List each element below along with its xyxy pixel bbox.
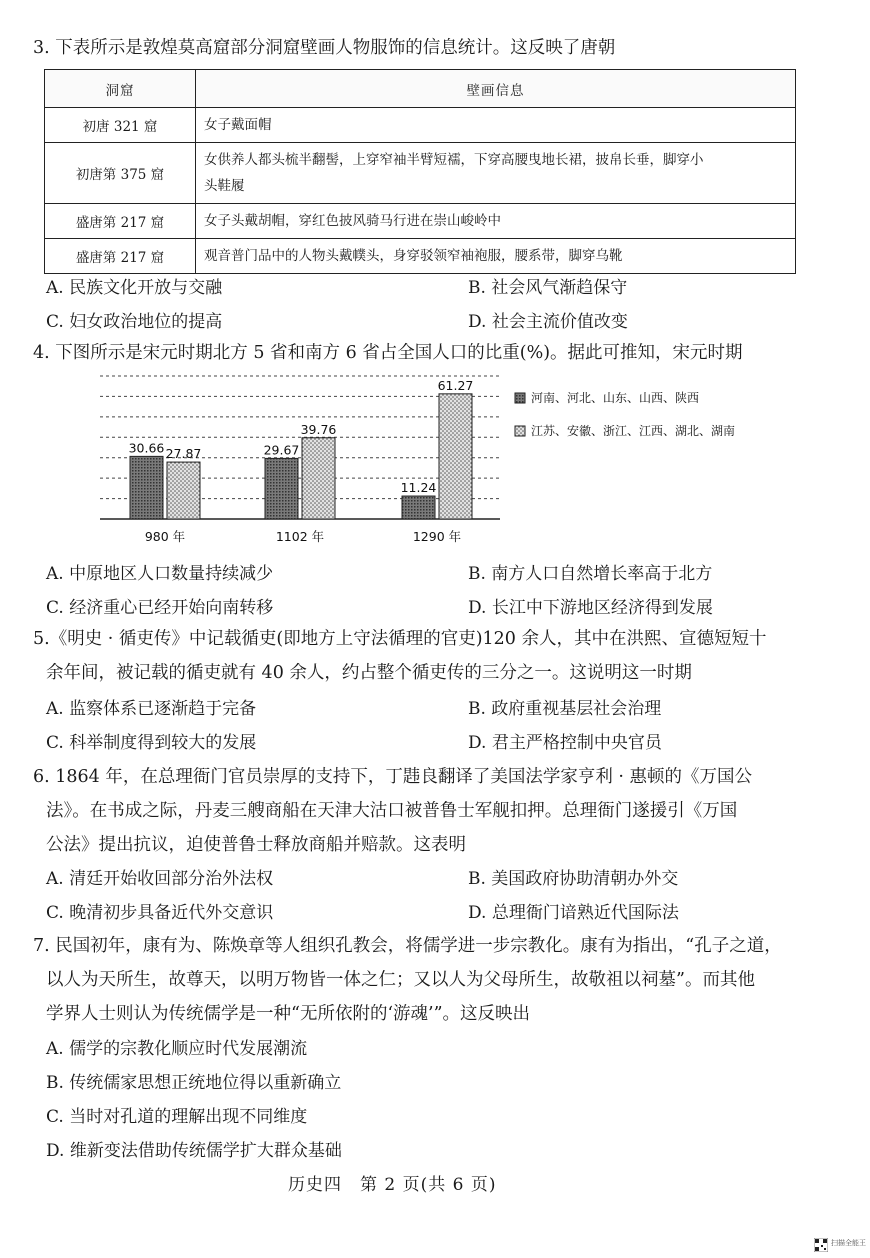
data-label: 29.67 — [263, 442, 300, 458]
legend-swatch — [515, 426, 525, 436]
q3-cell-cave: 初唐第 375 窟 — [45, 143, 196, 204]
q3-option-a: A. 民族文化开放与交融 — [46, 278, 223, 298]
q7-option-d: D. 维新变法借助传统儒学扩大群众基础 — [46, 1141, 342, 1161]
q3-option-d: D. 社会主流价值改变 — [468, 312, 628, 332]
legend-swatch — [515, 393, 525, 403]
q3-cell-cave: 盛唐第 217 窟 — [45, 239, 196, 274]
x-tick-label: 1290 年 — [412, 529, 462, 544]
data-label: 61.27 — [437, 377, 474, 393]
q5-option-d: D. 君主严格控制中央官员 — [468, 733, 662, 753]
scanner-watermark: 扫描全能王 — [831, 1239, 866, 1247]
q7-stem-line: 学界人士则认为传统儒学是一种“无所依附的‘游魂’”。这反映出 — [46, 1004, 531, 1024]
bar-north — [265, 458, 298, 519]
q3-info-line: 女子头戴胡帽，穿红色披风骑马行进在崇山峻岭中 — [204, 213, 501, 229]
q5-stem-line: 5.《明史 · 循吏传》中记载循吏(即地方上守法循理的官吏)120 余人，其中在洪熙、宣德短短十 — [33, 629, 767, 649]
q5-option-b: B. 政府重视基层社会治理 — [468, 699, 662, 719]
data-label: 11.24 — [400, 480, 437, 496]
q6-option-c: C. 晚清初步具备近代外交意识 — [46, 903, 274, 923]
bar-south — [439, 394, 472, 519]
q3-info-line: 女子戴面帽 — [204, 117, 272, 133]
q3-info-line: 女供养人都头梳半翻髻，上穿窄袖半臂短襦，下穿高腰曳地长裙，披帛长垂，脚穿小 — [204, 152, 704, 168]
q6-option-a: A. 清廷开始收回部分治外法权 — [46, 869, 274, 889]
data-label: 30.66 — [128, 440, 165, 456]
q3-table-header — [45, 70, 796, 108]
bar-south — [167, 462, 200, 519]
q5-option-a: A. 监察体系已逐渐趋于完备 — [46, 699, 257, 719]
q4-stem: 4. 下图所示是宋元时期北方 5 省和南方 6 省占全国人口的比重(%)。据此可推知，宋元时期 — [33, 343, 743, 363]
q6-stem-line: 法》。在书成之际，丹麦三艘商船在天津大沽口被普鲁士军舰扣押。总理衙门遂援引《万国 — [46, 801, 738, 821]
bar-south — [302, 438, 335, 519]
q7-option-c: C. 当时对孔道的理解出现不同维度 — [46, 1107, 308, 1127]
data-label: 39.76 — [300, 421, 337, 437]
q7-stem-line: 以人为天所生，故尊天，以明万物皆一体之仁；又以人为父母所生，故敬祖以祠墓”。而其他 — [46, 970, 755, 990]
q3-header-info: 壁画信息 — [196, 70, 796, 108]
q3-header-cave: 洞窟 — [45, 70, 196, 108]
table-row — [45, 143, 796, 204]
q4-option-a: A. 中原地区人口数量持续减少 — [46, 564, 274, 584]
q3-cell-cave: 盛唐第 217 窟 — [45, 204, 196, 239]
q6-stem-line: 6. 1864 年，在总理衙门官员崇厚的支持下，丁韪良翻译了美国法学家亨利 · 惠顿的《万国公 — [33, 767, 753, 787]
q7-stem-line: 7. 民国初年，康有为、陈焕章等人组织孔教会，将儒学进一步宗教化。康有为指出，“孔子之道， — [33, 936, 782, 956]
bar-north — [130, 456, 163, 519]
q3-option-c: C. 妇女政治地位的提高 — [46, 312, 223, 332]
data-label: 27.87 — [165, 446, 202, 462]
table-row — [45, 239, 796, 274]
q5-stem-line: 余年间，被记载的循吏就有 40 余人，约占整个循吏传的三分之一。这说明这一时期 — [46, 663, 692, 683]
q4-option-c: C. 经济重心已经开始向南转移 — [46, 598, 274, 618]
q3-cell-info — [196, 143, 796, 204]
q3-stem: 3. 下表所示是敦煌莫高窟部分洞窟壁画人物服饰的信息统计。这反映了唐朝 — [33, 38, 616, 58]
q4-option-d: D. 长江中下游地区经济得到发展 — [468, 598, 713, 618]
q3-info-line: 观音普门品中的人物头戴幞头，身穿驳领窄袖袍服，腰系带，脚穿乌靴 — [204, 248, 623, 264]
q7-option-b: B. 传统儒家思想正统地位得以重新确立 — [46, 1073, 342, 1093]
q4-option-b: B. 南方人口自然增长率高于北方 — [468, 564, 713, 584]
q5-option-c: C. 科举制度得到较大的发展 — [46, 733, 257, 753]
chart-legend — [515, 390, 735, 438]
q3-table — [44, 69, 796, 274]
q3-cell-cave: 初唐 321 窟 — [45, 108, 196, 143]
table-row — [45, 108, 796, 143]
legend-label: 河南、河北、山东、山西、陕西 — [531, 391, 700, 405]
q3-cell-info — [196, 108, 796, 143]
qr-code-icon — [814, 1237, 828, 1251]
q7-option-a: A. 儒学的宗教化顺应时代发展潮流 — [46, 1039, 308, 1059]
q3-info-line: 头鞋履 — [204, 178, 245, 194]
legend-label: 江苏、安徽、浙江、江西、湖北、湖南 — [531, 424, 736, 438]
x-tick-label: 1102 年 — [275, 529, 325, 544]
q6-option-d: D. 总理衙门谙熟近代国际法 — [468, 903, 679, 923]
q3-cell-info — [196, 204, 796, 239]
population-bar-chart — [0, 368, 870, 550]
x-tick-label: 980 年 — [144, 529, 186, 544]
page-footer: 历史四 第 2 页(共 6 页) — [288, 1175, 497, 1195]
bar-north — [402, 496, 435, 519]
q6-stem-line: 公法》提出抗议，迫使普鲁士释放商船并赔款。这表明 — [46, 835, 466, 855]
q6-option-b: B. 美国政府协助清朝办外交 — [468, 869, 679, 889]
q3-cell-info — [196, 239, 796, 274]
q3-option-b: B. 社会风气渐趋保守 — [468, 278, 628, 298]
table-row — [45, 204, 796, 239]
